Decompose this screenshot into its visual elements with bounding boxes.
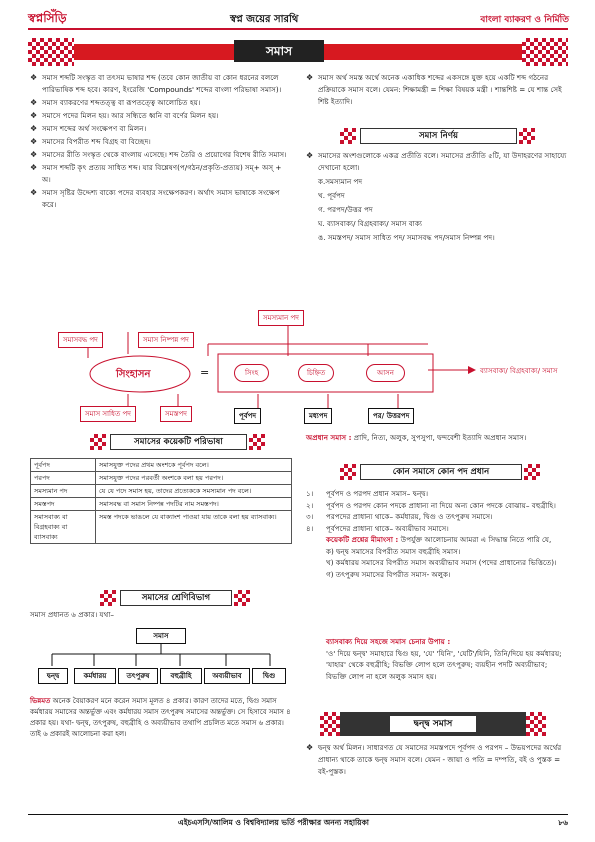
kaushal-label: কয়েকটি প্রশ্নের মীমাংসা : <box>326 535 399 544</box>
section-heading-pradhan <box>340 462 540 482</box>
apradhan-samas <box>306 432 568 444</box>
bullet-item: ❖ সমাসের বিপরীত শব্দ বিগ্রহ বা বিচ্ছেদ। <box>30 136 292 148</box>
dvandva-content <box>306 742 568 779</box>
nirnoy-item: খ. পূর্বপদ <box>318 191 345 200</box>
diagram-label-nishpanna: সমাস নিষ্পন্ন পদ <box>138 332 194 348</box>
header-subject: বাংলা ব্যাকরণ ও নির্মিতি <box>480 15 569 25</box>
pradhan-list <box>306 488 568 580</box>
diagram-bottom-madhyapad: মধ্যপদ <box>304 408 332 424</box>
list-item: ৪। পূর্বপদের প্রাধান্য থাকে– অব্যয়ীভাব সমাসে। <box>306 523 449 533</box>
diagram-label-samasbaddha: সমাসবদ্ধ পদ <box>58 332 103 348</box>
chapter-title-bar <box>28 38 568 66</box>
section-heading-label: সমাসের শ্রেণিবিভাগ <box>120 590 232 606</box>
byas-label: ব্যাসবাক্য দিয়ে সহজে সমাস চেনার উপায় : <box>326 637 451 646</box>
footer-text: এইচএসসি/আলিম ও বিশ্ববিদ্যালয় ভর্তি পরীক্ষার অনন্য সহায়িকা <box>178 818 369 827</box>
nirnoy-item: গ. পরপদ/উত্তর পদ <box>318 205 373 214</box>
diagram-arrow-label: ব্যাসবাক্য/ বিগ্রহবাক্য/ সমাস <box>480 367 558 375</box>
byas-tip <box>326 636 568 682</box>
list-item: ২। পূর্বপদ ও পরপদ কোন পদকে প্রাধান্য না দিয়ে অন্য কোন পদকে বোঝায়– বহুব্রীহি। <box>306 500 556 510</box>
checker-icon <box>100 590 116 606</box>
kaushal-item: খ) কর্মধারয় সমাসের বিপরীত সমাস অব্যয়ীভাব সমাস (পদের প্রাধান্যের ভিত্তিতে)। <box>326 558 557 567</box>
tree-leaf: দ্বিগু <box>252 668 286 684</box>
right-intro <box>306 72 568 109</box>
checker-icon <box>524 464 540 480</box>
bullet-item: ❖ সমাসে পদের মিলন হয়। আর সন্ধিতে ধ্বনি বা বর্ণের মিলন হয়। <box>30 110 292 122</box>
tree-leaf: কর্মধারয় <box>74 668 116 684</box>
page-footer <box>28 814 568 827</box>
section-heading-shreni <box>100 588 250 608</box>
section-heading-nirnoy <box>340 126 535 146</box>
section-heading-label: সমাস নির্ণয় <box>360 128 517 144</box>
bullet-item: ❖ সমাসের রীতি সংস্কৃত থেকে বাংলায় এসেছে। শব্দ তৈরি ও প্রয়োগের বিশেষ রীতি সমাস। <box>30 149 292 161</box>
table-row: সমাসবাক্য বা বিগ্রহবাক্য বা ব্যাসবাক্য সমস্ত পদকে ভাঙলে যে বাক্যাংশ পাওয়া যায় তাকে বলা হয় ব্যাসবাক্য। <box>31 511 292 544</box>
page-number: ৮৬ <box>558 818 568 827</box>
section-heading-label: সমাসের কয়েকটি পরিভাষা <box>110 434 247 450</box>
brand-logo-text: স্বপ্নসিঁড়ি <box>28 11 67 25</box>
checker-icon <box>340 128 356 144</box>
checker-ornament-right <box>522 38 568 66</box>
samas-diagram <box>28 304 568 424</box>
section-heading-label: কোন সমাসে কোন পদ প্রধান <box>360 464 522 480</box>
diagram-part: চিহ্নিত <box>298 364 334 382</box>
left-bullet-list <box>30 72 292 212</box>
apradhan-text: প্রাদি, নিত্য, অলুক, সুপসুপা, দ্বন্দবেশী ইত্যাদি অপ্রধান সমাস। <box>353 433 527 442</box>
diagram-bottom-purbapad: পূর্বপদ <box>234 408 261 424</box>
paribhasha-table <box>30 458 292 544</box>
checker-icon <box>320 712 340 736</box>
diagram-label-sadhita: সমাস সাধিত পদ <box>80 406 136 422</box>
classification-tree <box>30 624 292 690</box>
list-item: ৩। পরপদের প্রাধান্য থাকে– কর্মধারয়, দ্বিগু ও তৎপুরুষ সমাসে। <box>306 512 493 521</box>
nirnoy-item: ঘ. ব্যাসবাক্য/ বিগ্রহবাক্য/ সমাস বাক্য <box>318 219 423 228</box>
table-row: সমস্তপদ সমাসবদ্ধ বা সমাস নিষ্পন্ন পদটির নাম সমস্তপদ। <box>31 498 292 511</box>
diagram-part: আসন <box>366 364 405 382</box>
section-heading-label: দ্বন্দ্ব সমাস <box>390 716 476 732</box>
note-text: অনেক বৈয়াকরণ মনে করেন সমাস মূলত ৪ প্রকার। কারণ তাদের মতে, দ্বিগু সমাস কর্মধারয় সমাসের অন্তর্ভুক্ত এবং কর্মধারয় সমাস তৎপুরুষ সমাসের অন্তর্ভুক্ত। সে হিসাবে সমাস ৪ প্রকার হয়। যথা- দ্বন্দ্ব, তৎপুরুষ, বহুব্রীহি ও অব্যয়ীভাব তথাপি প্রচলিত মতে সমাস ৬ প্রকার। তাই ৬ প্রকারই আলোচনা করা হল। <box>30 697 291 738</box>
byas-text: 'ও' দিয়ে দ্বন্দ্ব' সমাহারে দ্বিগু হয়, 'যে' 'যিনি', 'যেটি'/যিনি, তিনি/দিয়ে হয় কর্মধারয়; 'যাহার' থেকে বহুব্রীহি; বিভক্তি লোপ হলে তৎপুরুষ; ব্যয়হীন পদটি অব্যয়ীভাব; বিভক্তি লোপ না হলে অলুক সমাস হয়। <box>326 648 562 681</box>
checker-icon <box>90 434 106 450</box>
tree-leaf: অব্যয়ীভাব <box>204 668 250 684</box>
kaushal-block <box>306 534 568 580</box>
definition-item: ❖ সমাস অর্থ সমস্ত অর্থে অনেক একাধিক শব্দের একসঙ্গে যুক্ত হয়ে একটি শব্দ গঠনের প্রক্রিয়াকে সমাস বলে। যেমন: শিক্ষামন্ত্রী = শিক্ষা বিষয়ক মন্ত্রী । শান্তশিষ্ট = যে শান্ত সেই শিষ্ট ইত্যাদি। <box>306 72 568 108</box>
note-dissent <box>30 696 292 740</box>
apradhan-label: অপ্রধান সমাস : <box>306 433 352 442</box>
table-row: পরপদ সমাসযুক্ত পদের পরবর্তী অংশকে বলা হয় পরপদ। <box>31 472 292 485</box>
note-label: ভিন্নমত <box>30 697 51 705</box>
checker-icon <box>249 434 265 450</box>
bullet-item: ❖ সমাস সৃষ্টির উদ্দেশ্য বাক্যে পদের ব্যবহার সংক্ষেপকরণ। অর্থাৎ সমাস ভাষাকে সংক্ষেপ করে। <box>30 187 292 211</box>
bullet-item: ❖ সমাস শব্দের অর্থ সংক্ষেপণ বা মিলন। <box>30 123 292 135</box>
checker-ornament-left <box>28 38 74 66</box>
nirnoy-item: ক.সমস্যমান পদ <box>318 177 363 186</box>
chapter-title: সমাস <box>234 40 324 62</box>
section-heading-paribhasha <box>90 432 265 452</box>
diagram-bottom-uttarpad: পর/ উত্তরপদ <box>368 408 414 424</box>
nirnoy-content <box>306 150 568 245</box>
diagram-top-label: সমস্যমান পদ <box>258 310 304 326</box>
kaushal-item: ক) দ্বন্দ্ব সমাসের বিপরীত সমাস বহুব্রীহি সমাস। <box>326 546 461 556</box>
checker-icon <box>519 128 535 144</box>
checker-icon <box>526 712 546 736</box>
diagram-center-word: সিংহাসন <box>116 369 151 380</box>
diagram-equals: = <box>200 366 210 379</box>
kaushal-item: গ) তৎপুরুষ সমাসের বিপরীত সমাস- অলুক। <box>326 569 451 579</box>
diagram-part: সিংহ <box>234 364 269 382</box>
header-rule <box>28 28 568 30</box>
kaushal-text: উপর্যুক্ত আলোচনায় আমরা এ সিদ্ধান্ত নিতে পারি যে, <box>400 535 552 544</box>
nirnoy-item: ঙ. সমস্তপদ/ সমাস সাধিত পদ/ সমাসবদ্ধ পদ/সমাস নিষ্পন্ন পদ। <box>318 233 495 242</box>
bullet-item: ❖ সমাস ব্যাকরণের শব্দতত্ত্ব বা রূপতত্ত্বে আলোচিত হয়। <box>30 97 292 109</box>
tree-leaf: তৎপুরুষ <box>118 668 158 684</box>
shreni-intro: সমাস প্রধানত ৬ প্রকার। যথা– <box>30 610 115 619</box>
list-item: ১। পূর্বপদ ও পরপদ প্রধান সমাস– দ্বন্দ্ব। <box>306 489 429 498</box>
checker-icon <box>234 590 250 606</box>
nirnoy-intro: ❖ সমাসের অংশগুলোকে একত্র প্রতীতি বলে। সমাসের প্রতীতি ৫টি, যা উদাহরণের সাহায্যে দেখানো হলো। <box>306 150 568 174</box>
page-header <box>0 8 595 38</box>
section-heading-dvandva <box>320 712 546 736</box>
tree-root: সমাস <box>136 628 186 644</box>
tree-leaf: দ্বন্দ্ব <box>38 668 68 684</box>
bullet-item: ❖ সমাস শব্দটি সংস্কৃত বা তৎসম ভাষার শব্দ (তবে কোন জাতীয় বা কোন ধরনের বললে পারিভাষিক শব্দ হবে। কারণ, ইংরেজি 'Compounds' শব্দের বাংলা পরিভাষা সমাস)। <box>30 72 292 96</box>
tree-leaf: বহুব্রীহি <box>160 668 202 684</box>
table-row: পূর্বপদ সমাসযুক্ত পদের প্রথম অংশকে পূর্বপদ বলে। <box>31 459 292 472</box>
checker-icon <box>340 464 356 480</box>
header-tagline: স্বপ্ন জয়ের সারথি <box>230 14 299 25</box>
diagram-label-samastapad: সমস্তপদ <box>160 406 192 422</box>
bullet-item: ❖ সমাস শব্দটি কৃৎ প্রত্যয় সাধিত শব্দ। যার বিশ্লেষণ(প/গঠন/প্রকৃতি-প্রত্যয়) সম্‌+ অস্‌ + অ। <box>30 162 292 186</box>
dvandva-text: ❖ দ্বন্দ্ব অর্থ মিলন। সাধারণত যে সমাসের সমস্তপদে পূর্বপদ ও পরপদ – উভয়পদের অর্থের প্রাধান্য থাকে তাকে দ্বন্দ্ব সমাস বলে। যেমন - জায়া ও পতি = দম্পতি, বই ও পুস্তক = বই-পুস্তক। <box>306 742 568 778</box>
table-row: সমস্যমান পদ যে যে পদে সমাস হয়, তাদের প্রত্যেককে সমস্যমান পদ বলে। <box>31 485 292 498</box>
